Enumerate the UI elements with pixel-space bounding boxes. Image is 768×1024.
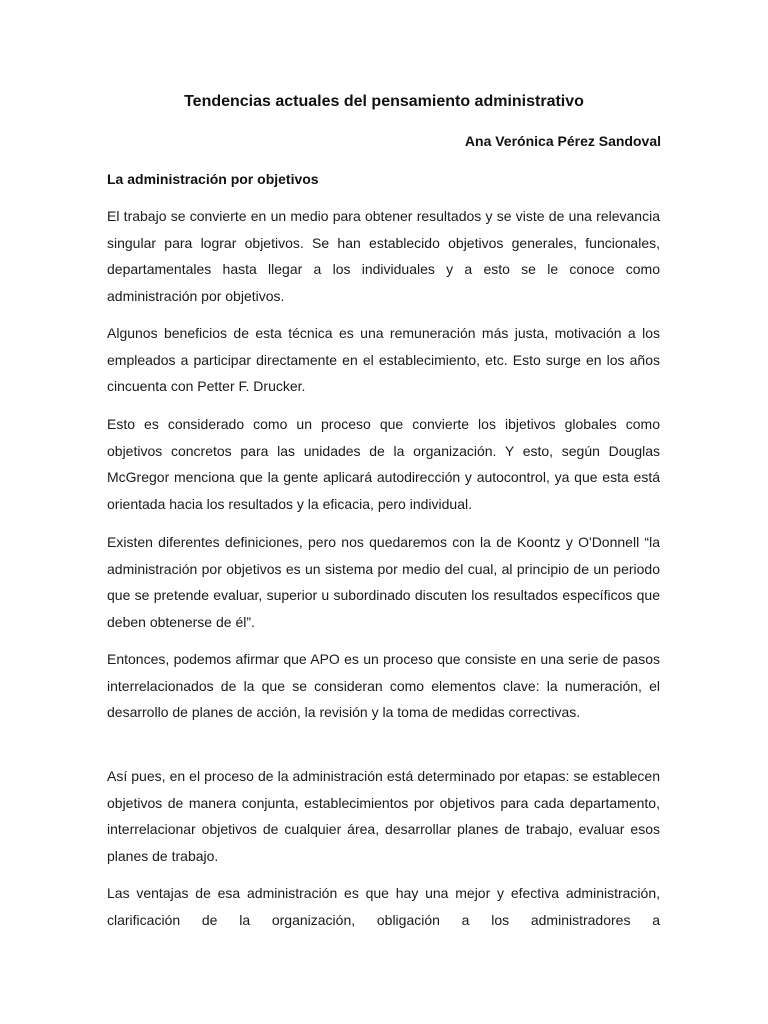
paragraph: Entonces, podemos afirmar que APO es un proceso que consiste en una serie de pasos interrelacionados de la que se consideran como elementos clave: la numeración, el desarrollo de planes de acción, la revisión y la toma de medidas correctivas. <box>107 651 660 720</box>
paragraph: Las ventajas de esa administración es que hay una mejor y efectiva administración, clarificación de la organización, obligación a los administradores a <box>107 885 660 928</box>
paragraph: Algunos beneficios de esta técnica es una remuneración más justa, motivación a los empleados a participar directamente en el establecimiento, etc. Esto surge en los años cincuenta con Petter F. Drucker. <box>107 325 660 394</box>
paragraph: El trabajo se convierte en un medio para obtener resultados y se viste de una relevancia singular para lograr objetivos. Se han establecido objetivos generales, funcionales, departamentales hasta llegar a los individuales y a esto se le conoce como administración por objetivos. <box>107 208 660 304</box>
paragraph: Esto es considerado como un proceso que convierte los ibjetivos globales como objetivos concretos para las unidades de la organización. Y esto, según Douglas McGregor menciona que la gente aplicará autodirección y autocontrol, ya que esta está orientada hacia los resultados y la eficacia, pero individual. <box>107 416 660 512</box>
paragraph: Así pues, en el proceso de la administración está determinado por etapas: se establecen objetivos de manera conjunta, establecimientos por objetivos para cada departamento, interrelacionar objetivos de cualquier área, desarrollar planes de trabajo, evaluar esos planes de trabajo. <box>107 768 660 864</box>
document-title: Tendencias actuales del pensamiento administrativo <box>184 93 584 110</box>
paragraph: Existen diferentes definiciones, pero nos quedaremos con la de Koontz y O'Donnell “la administración por objetivos es un sistema por medio del cual, al principio de un periodo que se pretende evaluar, superior u subordinado discuten los resultados específicos que deben obtenerse de él”. <box>107 534 660 630</box>
section-heading: La administración por objetivos <box>107 171 319 187</box>
author-name: Ana Verónica Pérez Sandoval <box>464 133 661 149</box>
